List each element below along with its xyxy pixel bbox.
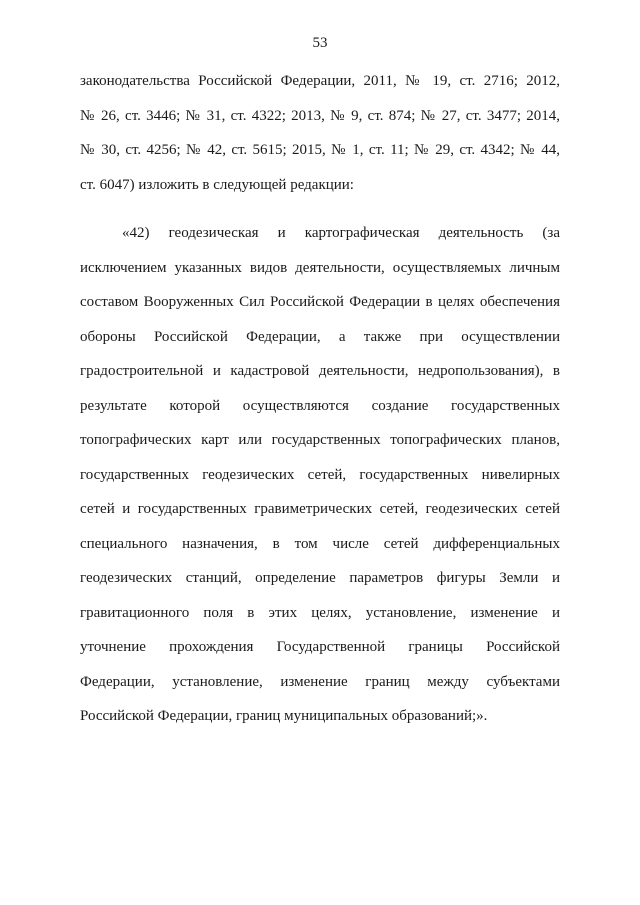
text-line: № 26, ст. 3446; № 31, ст. 4322; 2013, № 9, ст. 874; № 27, ст. 3477; 2014, (80, 107, 560, 124)
text-line: результате которой осуществляются создание государственных (80, 397, 560, 414)
text-line: градостроительной и кадастровой деятельности, недропользования), в (80, 363, 560, 379)
text-line: топографических карт или государственных топографических планов, (80, 432, 560, 448)
text-line: составом Вооруженных Сил Российской Федерации в целях обеспечения (80, 294, 560, 310)
text-line: «42) геодезическая и картографическая деятельность (за (122, 225, 560, 241)
text-line: Российской Федерации, границ муниципальных образований;». (80, 708, 488, 724)
text-line: геодезических станций, определение параметров фигуры Земли и (80, 570, 560, 586)
text-line: гравитационного поля в этих целях, установление, изменение и (80, 604, 560, 621)
text-line: № 30, ст. 4256; № 42, ст. 5615; 2015, № 1, ст. 11; № 29, ст. 4342; № 44, (80, 142, 560, 158)
text-line: ст. 6047) изложить в следующей редакции: (80, 176, 354, 193)
text-line: обороны Российской Федерации, а также при осуществлении (80, 328, 560, 345)
text-line: государственных геодезических сетей, государственных нивелирных (80, 466, 560, 483)
intro-paragraph (80, 71, 560, 209)
text-line: исключением указанных видов деятельности, осуществляемых личным (80, 259, 560, 276)
text-line: специального назначения, в том числе сетей дифференциальных (80, 535, 560, 552)
text-line: законодательства Российской Федерации, 2011, № 19, ст. 2716; 2012, (80, 73, 560, 89)
text-line: сетей и государственных гравиметрических сетей, геодезических сетей (80, 501, 560, 517)
page-number: 53 (312, 35, 328, 51)
clause-42-paragraph (80, 223, 560, 741)
text-line: Федерации, установление, изменение границ между субъектами (80, 673, 560, 690)
text-line: уточнение прохождения Государственной границы Российской (80, 639, 560, 655)
